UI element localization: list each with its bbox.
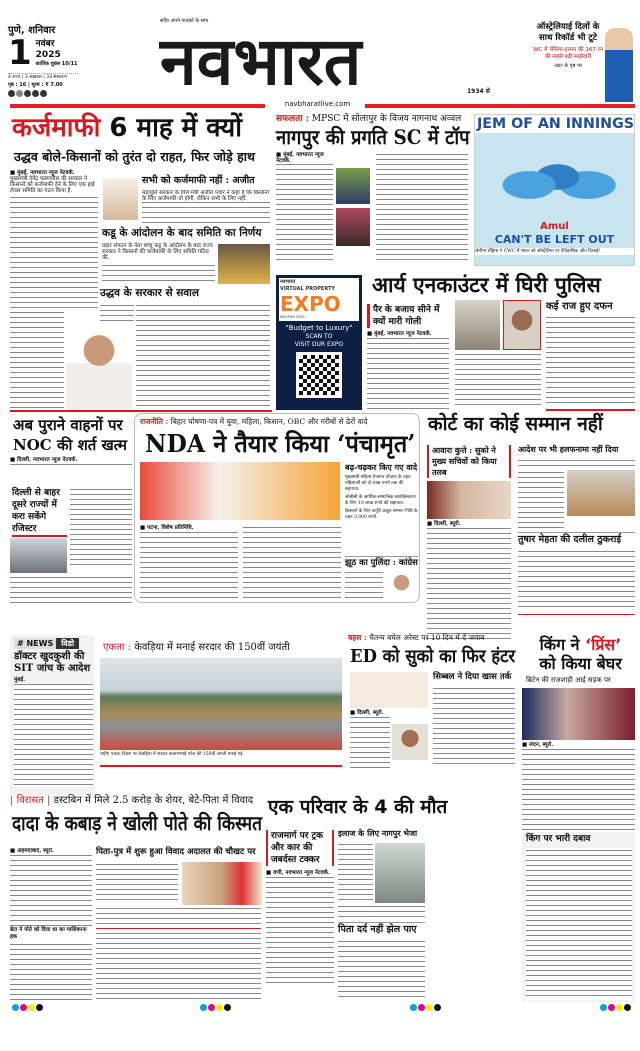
story11-sub2: बेटा ने पोते को दिया था का मालिकाना हक: [10, 927, 87, 940]
gavel-ed-photo: [350, 672, 428, 708]
masthead-rule-left: [10, 104, 265, 108]
gehlot-photo: [386, 570, 417, 598]
story6-body-3: [518, 549, 635, 611]
congress-title: झूठ का पुलिंदा : कांग्रेस: [345, 558, 418, 568]
story11-body: ■ अहमदाबाद, ब्यूरो.: [10, 848, 92, 926]
story11-body-5: [10, 942, 92, 1001]
kadu-title: कडू के आंदोलन के बाद समिति का निर्णय: [102, 227, 262, 239]
story6-body-2b: [518, 470, 564, 528]
story8-caption: राष्ट्रीय एकता दिवस पर केवड़िया में सरदार वल्लभभाई पटेल की 150वीं जयंती मनाई गई.: [100, 752, 244, 757]
year: 2025: [35, 49, 61, 60]
story3-right-body: [546, 315, 635, 407]
ad-cta2: VISIT OUR EXPO: [294, 341, 344, 348]
story2-body: ■ मुंबई, नवभारत न्यूज नेटवर्क.: [276, 152, 333, 264]
story12-box: राजमार्ग पर ट्रक और कार की जबर्दस्त टक्कर: [266, 830, 334, 866]
story6-body: ■ दिल्ली, ब्यूरो.: [427, 521, 511, 640]
story1-headline[interactable]: कर्जमाफी 6 माह में क्यों: [12, 113, 242, 143]
promo-title: ऑस्ट्रेलियाई दिलों के साथ रिकॉर्ड भी टूटे: [536, 22, 600, 43]
story9-sub: सिब्बल ने दिया खास तर्क: [433, 672, 512, 682]
story6-rule: [518, 614, 635, 615]
story12-sub: इलाज के लिए नागपुर भेजा: [338, 828, 418, 838]
kadu-text: प्रहार संगठन के नेता बच्चू कडू के आंदोलन के बाद राज्य सरकार ने किसानों की कर्जमाफी के लिए समिति गठित की.: [102, 243, 215, 283]
website[interactable]: navbharatlive.com: [284, 100, 351, 108]
cartoon-title: JEM OF AN INNINGS: [477, 116, 635, 132]
promises-list: [345, 475, 418, 521]
statue-of-unity-parade-photo: [100, 658, 342, 750]
cricketer-photo: [605, 28, 633, 102]
story4-top: [10, 415, 132, 469]
story6-body-2: [518, 458, 635, 468]
story12-left: [266, 830, 334, 1001]
vijay-photo: [336, 168, 370, 204]
story5-headline[interactable]: NDA ने तैयार किया ‘पंचामृत’: [145, 429, 416, 458]
instagram-icon[interactable]: [16, 90, 23, 97]
cartoon-brand: Amul: [540, 221, 569, 232]
story4-body-3: [10, 575, 132, 603]
story9-kicker: बहस : चैतन्य बघेल अरेस्ट पर 10 दिन में दें जवाब: [348, 633, 485, 642]
logo[interactable]: नवभारत: [160, 23, 362, 100]
story3-side-title: पैर के बजाय सीने में क्यों मारी गोली: [367, 304, 449, 328]
news-tag: # NEWS विडो: [14, 638, 93, 649]
story12-headline[interactable]: एक परिवार के 4 की मौत: [268, 796, 448, 818]
story12-body: ■ वणी, नवभारत न्यूज नेटवर्क.: [266, 870, 334, 985]
story9-body-2: [433, 686, 515, 768]
story7-body: मुंबई.: [14, 677, 93, 787]
date-block: [8, 22, 78, 97]
promise-item: मुख्यमंत्री महिला रोजगार योजना के तहत महिलाओं को दो लाख रुपये तक की सहायता.: [345, 475, 411, 492]
story3-left: [367, 304, 449, 410]
promo-more[interactable]: अंदर के पृष्ठ पर: [554, 63, 582, 69]
story3-headline[interactable]: आर्य एनकाउंटर में घिरी पुलिस: [372, 272, 601, 297]
story1-subhead: उद्धव बोले-किसानों को तुरंत दो राहत, फिर जोड़े हाथ: [14, 149, 255, 164]
edition-info: 4 राज्य | 3 अखबार | 33 संस्करण: [8, 73, 78, 80]
cartoon-caption: जेमीमा रॉड्रिग्स ने CWC में भारत को ऑस्ट्रेलिया पर ऐतिहासिक जीत दिलाई!: [475, 248, 634, 255]
traffic-photo: [10, 538, 67, 573]
cmyk-marks-3: [410, 1004, 441, 1011]
story1-rule: [10, 410, 272, 412]
story12-body-3: [338, 904, 425, 919]
ad-sub: NAGPUR 2025: [280, 315, 305, 319]
promises-title: बढ़-चढ़कर किए गए वादे: [345, 462, 418, 472]
story3-body-2: [455, 352, 541, 408]
ajit-box-title: सभी को कर्जमाफी नहीं : अजीत: [142, 175, 255, 186]
questions-text-top: [100, 303, 134, 323]
grandfather-grandson-illustration: [182, 862, 262, 905]
story4-body: ■ दिल्ली, नवभारत न्यूज नेटवर्क.: [10, 457, 132, 469]
tushar-title: तुषार मेहता की दलील ठुकराई: [518, 532, 635, 546]
cricketers-illustration: [490, 137, 620, 217]
facebook-icon[interactable]: [8, 90, 15, 97]
story12-body-4: [338, 939, 425, 1000]
manifesto-release-photo: [140, 462, 340, 520]
story3-rule: [546, 409, 635, 411]
royals-photo: [522, 688, 635, 740]
story11-rule: [96, 928, 261, 929]
arya-photo: [503, 300, 541, 350]
story11-left: [10, 848, 92, 1001]
story5-body: ■ पटना, विशेष प्रतिनिधि.: [140, 525, 238, 600]
story6-sub: आदेश पर भी हलफनामा नहीं दिया: [518, 444, 619, 454]
questions-text: [136, 303, 270, 406]
tithi: कार्तिक शुक्ल 10/11: [35, 60, 78, 67]
amul-cartoon: [474, 114, 635, 266]
story6-box: आवारा कुत्ते : सुको ने मुख्य सचिवों को किया तलब: [427, 445, 511, 478]
story11-body-3: [96, 906, 261, 926]
promo[interactable]: [533, 22, 603, 69]
month: नवंबर: [35, 38, 55, 49]
linkedin-icon[interactable]: [40, 90, 47, 97]
story4-body-2: [70, 487, 132, 567]
social-icons[interactable]: [8, 90, 78, 97]
chief-secretaries-photo: [427, 481, 511, 519]
tagline: सदैव अपने पाठकों के साथ: [160, 18, 209, 24]
story3-body: ■ मुंबई, नवभारत न्यूज नेटवर्क.: [367, 331, 449, 410]
youtube-icon[interactable]: [32, 90, 39, 97]
story11-body-4: [96, 931, 261, 1001]
story7-headline[interactable]: डॉक्टर खुदकुशी की SIT जांच के आदेश: [14, 651, 91, 674]
story2-body-2: [376, 152, 468, 264]
ajit-photo: [103, 178, 138, 220]
questions-title: उद्धव के सरकार से सवाल: [100, 287, 200, 299]
story4-headline[interactable]: अब पुराने वाहनों पर NOC की शर्त खत्म: [13, 416, 127, 454]
building-photo: [455, 300, 500, 350]
ad-slogan: "Budget to Luxury": [285, 324, 353, 332]
congress-body: [345, 570, 383, 600]
promo-text: WC में जेमिमा-हरमन की 167 रन की सबसे बड़ी साझेदारी: [533, 47, 603, 60]
qr-code[interactable]: [296, 352, 342, 398]
ad-cta1: SCAN TO: [305, 333, 333, 340]
ad-expo: EXPO: [280, 292, 341, 316]
story10-headline[interactable]: किंग ने ‘प्रिंस’ को किया बेघर: [539, 635, 622, 673]
story10-box-body: [526, 848, 632, 1000]
story1-body: ■ मुंबई, नवभारत न्यूज नेटवर्क. मुख्यमंत्री देवेंद्र फडणवीस की सरकार ने किसानों को कर्जमाफी देने के लिए एक हाई लेवल समिति का गठन किया है.: [10, 170, 98, 310]
x-icon[interactable]: [24, 90, 31, 97]
story5-body-2: [243, 525, 341, 600]
story11-kicker: | विरासत | डस्टबिन में मिले 2.5 करोड़ के शेयर, बेटे-पिता में विवाद: [10, 795, 254, 806]
pragati-photo: [336, 208, 370, 246]
hospital-photo: [375, 843, 425, 903]
ajit-box-text: महायुति सरकार के वित्त मंत्री अजीत पवार ने कहा है कि किसानों के लिए कर्जमाफी तो होगी, लेकिन सभी के लिए नहीं.: [142, 190, 270, 224]
ad-brand: नवभारत: [280, 279, 296, 285]
story4-box: दिल्ली से बाहर दूसरे राज्यों में करा सकेंगे रजिस्टर: [12, 487, 67, 537]
story8-kicker: एकता : केवड़िया में मनाई सरदार की 150वीं जयंती: [103, 642, 290, 653]
promises: [345, 462, 418, 554]
promise-item: किसानों के लिए कर्पूरी ठाकुर सम्मान निधि के तहत 3,000 रुपये.: [345, 509, 418, 520]
since: 1934 से: [467, 88, 490, 95]
story12-sub2: पिता दर्द नहीं झेल पाए: [338, 922, 425, 936]
story2-headline[interactable]: नागपुर की प्रगति SC में टॉप: [276, 125, 470, 149]
masthead-rule-right: [365, 104, 635, 108]
chaitanya-photo: [392, 724, 428, 760]
story11-sub: पिता-पुत्र में शुरू हुआ विवाद अदालत की चौखट पर: [96, 847, 256, 857]
story1-body-2: [10, 310, 64, 410]
story2: [276, 113, 470, 149]
cmyk-marks-4: [600, 1004, 631, 1011]
property-expo-ad[interactable]: [276, 275, 362, 410]
story9-headline[interactable]: ED को सुको का फिर हंटर: [350, 646, 516, 667]
story6-headline[interactable]: कोर्ट का कोई सम्मान नहीं: [428, 413, 603, 435]
story12-body-2: [338, 842, 373, 902]
ad-name: VIRTUAL PROPERTY: [280, 286, 335, 292]
story7: [14, 638, 93, 792]
story10-body: ■ लंदन, ब्यूरो.: [522, 742, 635, 830]
story6-left: [427, 445, 511, 640]
story10-box-title: किंग पर भारी दबाव: [526, 834, 591, 844]
uddhav-photo: [66, 325, 132, 410]
story5-kicker: राजनीति : बिहार घोषणा-पत्र में युवा, महिला, किसान, OBC और गरीबों से ढेरों वादे: [140, 417, 368, 426]
day: 1: [8, 33, 32, 73]
story8-rule: [100, 765, 342, 767]
cmyk-marks-2: [200, 1004, 231, 1011]
story9-body: ■ दिल्ली, ब्यूरो.: [350, 710, 390, 772]
pages-price: पृष्ठ : 16 | मूल्य : ₹ 7.00: [8, 82, 63, 88]
stray-dogs-photo: [567, 470, 635, 516]
story10-sub: ब्रिटेन की राजशाही आई सड़क पर: [526, 676, 611, 684]
cmyk-marks-1: [12, 1004, 43, 1011]
cartoon-slogan: CAN'T BE LEFT OUT: [494, 233, 615, 246]
story11-body-2: [96, 862, 178, 904]
story3-right-title: कई राज हुए दफन: [546, 301, 613, 312]
story11-headline[interactable]: दादा के कबाड़ ने खोली पोते की किस्मत: [12, 811, 262, 835]
city-day: पुणे, शनिवार: [8, 25, 56, 36]
story2-kicker: सफलता : MPSC में सोलापुर के विजय नागनाथ अव्वल: [276, 114, 462, 124]
kadu-photo: [218, 244, 270, 284]
promise-item: ओबीसी के आर्थिक-सामाजिक सशक्तिकरण के लिए 10 लाख रुपये की सहायता.: [345, 495, 416, 506]
